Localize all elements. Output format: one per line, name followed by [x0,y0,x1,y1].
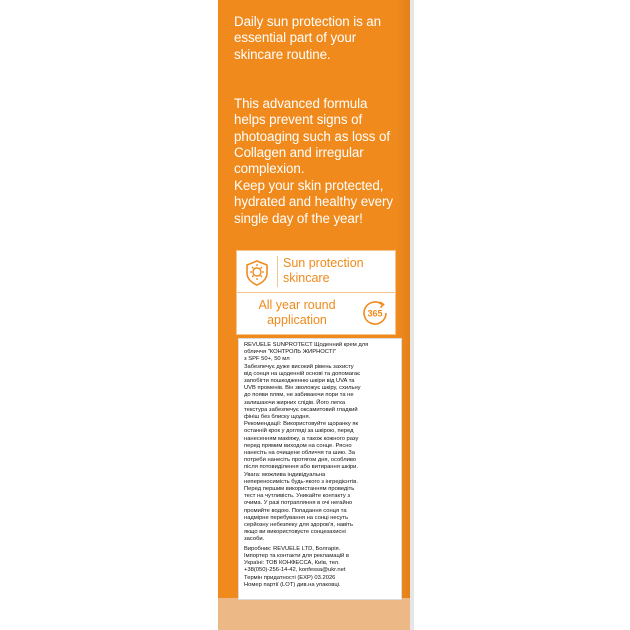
label-line: запобігти пошкодженню шкіри від UVA та [244,378,355,385]
formula-paragraph: This advanced formula helps prevent signs of photoaging such as loss of Collagen and irregular complexion. [234,96,390,177]
label-line: з SPF 50+, 50 мл [244,356,290,363]
label-line: до появи плям, не забиваючи пори та не [244,392,354,399]
label-line: останній крок у догляді за шкірою, перед [244,428,354,435]
label-line: текстура забезпечує оксамитовий гладкий [244,406,358,413]
calendar-365-icon [360,298,390,328]
label-line: тест на чутливість. Уникайте контакту з [244,493,350,500]
label-line: Номер партії (LOT) див.на упаковці. [244,581,341,588]
label-line: Імпортер та контакти для рекламацій в [244,552,349,559]
icon-365-text: 365 [367,308,383,319]
label-line: нанесіть на очищене обличчя та шию. За [244,450,355,457]
feature-sun-protection [236,250,396,293]
label-line: Україні: ТОВ КОНФЕССА, Київ, тел. [244,560,340,567]
label-line: надмірне перебування на сонці несуть [244,514,349,521]
label-line: обличчя "КОНТРОЛЬ ЖИРНОСТІ" [244,349,336,356]
label-line: промийте водою. Попадання сонця та [244,507,347,514]
feature-all-year [236,292,396,335]
label-line: від сонця на щоденній основі та допомагає [244,370,361,377]
label-line: фініш без блиску щодня. [244,414,311,421]
box-bottom-band [218,598,410,630]
label-line: REVUELE SUNPROTECT Щоденний крем для [244,342,369,348]
label-line: +38(050)-256-14-42, konfessa@ukr.net [244,567,346,574]
label-line: Забезпечує дуже високий рівень захисту [244,363,354,370]
label-line: потреби нанесіть протягом дня, особливо [244,457,357,464]
label-line: якщо ви використовуєте сонцезахисні [244,529,346,536]
label-line: залишаючи жирних слідів. Його легка [244,399,346,406]
feature-divider [277,256,278,287]
label-line: Термін придатності (EXP) 03.2026 [244,574,336,581]
label-line: серйозну небезпеку для здоров'я, навіть [244,522,354,529]
label-line: UVB променів. Він зволожує шкіру, схильну [244,385,361,392]
label-line: Увага: можлива індивідуальна [244,471,326,478]
label-line: Перед першим використанням проведіть [244,486,355,493]
intro-paragraph: Daily sun protection is an essential part of your skincare routine. [234,14,382,62]
label-line: після потовиділення або витирання шкіри. [244,464,358,471]
label-line: Рекомендації: Використовуйте щоранку як [244,421,359,428]
label-line: нанесенням макіяжу, а також кожного разу [244,435,359,442]
label-line: засоби. [244,536,265,543]
label-line: очима. У разі потрапляння в очі негайно [244,500,353,507]
box-side-strip [410,0,414,630]
label-line: Виробник: REVUELE LTD, Болгарія. [244,545,341,552]
feature-label: All year round application [258,298,336,327]
ukrainian-info-sticker [238,338,402,600]
label-line: перед прямим виходом на сонце. Рясно [244,442,352,449]
protection-paragraph: Keep your skin protected, hydrated and healthy every single day of the year! [234,178,393,226]
sun-shield-icon [242,255,272,287]
label-line: непереносимість будь-якого з інгредієнтів. [244,478,358,485]
feature-label: Sun protection skincare [283,256,364,285]
